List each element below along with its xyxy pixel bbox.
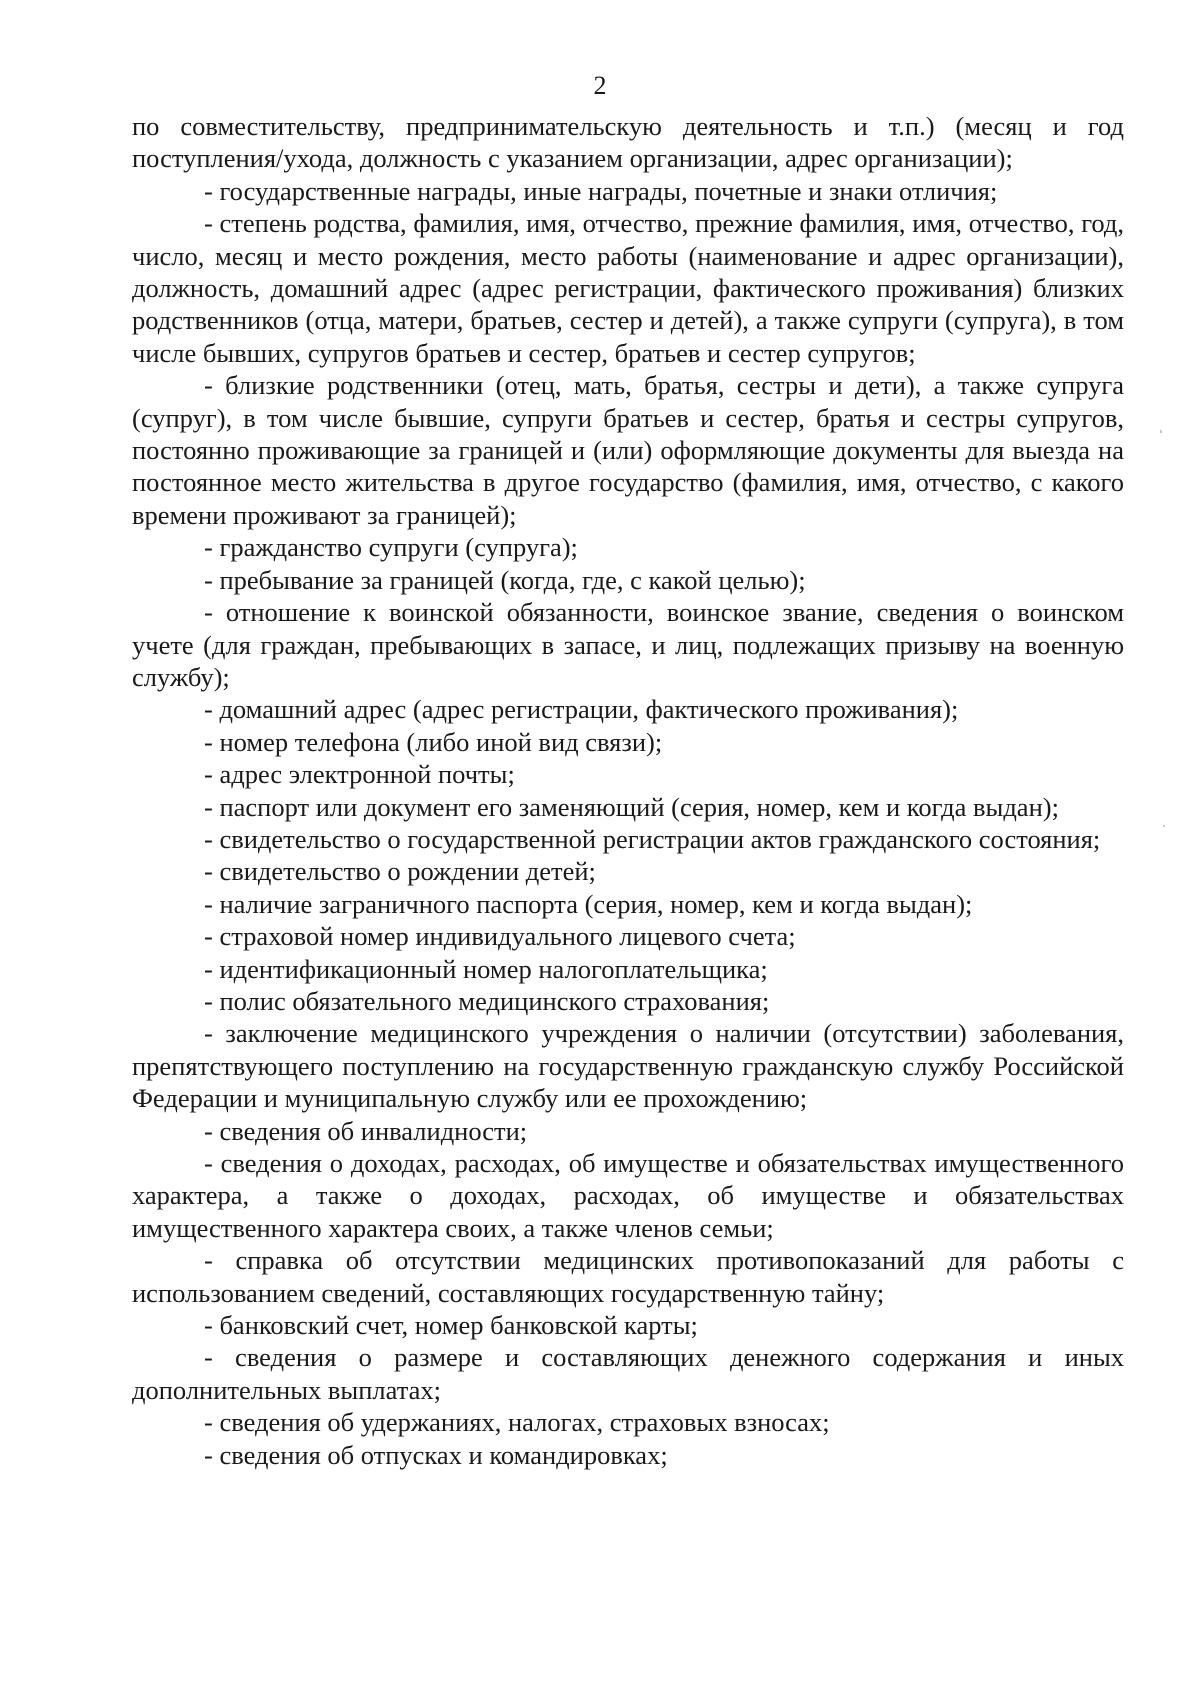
list-item: - гражданство супруги (супруга); [204,532,578,563]
page-number: 2 [593,71,607,100]
list-item: - отношение к воинской обязанности, воинское звание, сведения о воинском учете (для граждан, пребывающих в запасе, и лиц, подлежащих призыву на военную службу); [132,597,1124,692]
list-item: - сведения об инвалидности; [204,1115,528,1146]
list-item: - заключение медицинского учреждения о наличии (отсутствии) заболевания, препятствующего поступлению на государственную гражданскую службу Российской Федерации и муниципальную службу или ее прохождению; [132,1018,1124,1114]
paragraph: по совместительству, предпринимательскую деятельность и т.п.) (месяц и год поступления/ухода, должность с указанием организации, адрес организации); [132,111,1124,174]
list-item: - сведения об отпусках и командировках; [204,1439,668,1470]
scan-artifact [1160,430,1162,433]
list-item: - близкие родственники (отец, мать, братья, сестры и дети), а также супруга (супруг), в том числе бывшие, супруги братьев и сестер, братья и сестры супругов, постоянно проживающие за границей и (или) оформляющие документы для выезда на постоянное место жительства в другое государство (фамилия, имя, отчество, с какого времени проживают за границей); [132,370,1124,530]
list-item: - домашний адрес (адрес регистрации, фактического проживания); [204,694,959,725]
list-item: - свидетельство о государственной регистрации актов гражданского состояния; [204,823,1101,854]
list-item: - паспорт или документ его заменяющий (серия, номер, кем и когда выдан); [204,791,1059,822]
list-item: - полис обязательного медицинского страхования; [204,985,770,1016]
list-item: - сведения об удержаниях, налогах, страховых взносах; [204,1407,830,1438]
list-item: - свидетельство о рождении детей; [204,856,596,887]
list-item: - страховой номер индивидуального лицевого счета; [204,921,796,952]
list-item: - банковский счет, номер банковской карты; [204,1310,698,1341]
document-body [132,110,1124,1471]
list-item: - идентификационный номер налогоплательщика; [204,953,768,984]
list-item: - государственные награды, иные награды, почетные и знаки отличия; [204,175,998,206]
list-item: - номер телефона (либо иной вид связи); [204,726,663,757]
list-item: - наличие заграничного паспорта (серия, номер, кем и когда выдан); [204,888,973,919]
scan-artifact [1163,825,1165,827]
list-item: - адрес электронной почты; [204,759,515,790]
list-item: - степень родства, фамилия, имя, отчество, прежние фамилия, имя, отчество, год, число, месяц и место рождения, место работы (наименование и адрес организации), должность, домашний адрес (адрес регистрации, фактического проживания) близких родственников (отца, матери, братьев, сестер и детей), а также супруги (супруга), в том числе бывших, супругов братьев и сестер, братьев и сестер супругов; [132,208,1124,368]
list-item: - справка об отсутствии медицинских противопоказаний для работы с использованием сведений, составляющих государственную тайну; [132,1245,1124,1308]
list-item: - сведения о размере и составляющих денежного содержания и иных дополнительных выплатах; [132,1342,1124,1405]
list-item: - пребывание за границей (когда, где, с какой целью); [204,564,806,595]
list-item: - сведения о доходах, расходах, об имуществе и обязательствах имущественного характера, а также о доходах, расходах, об имуществе и обязательствах имущественного характера своих, а также членов семьи; [132,1148,1124,1243]
